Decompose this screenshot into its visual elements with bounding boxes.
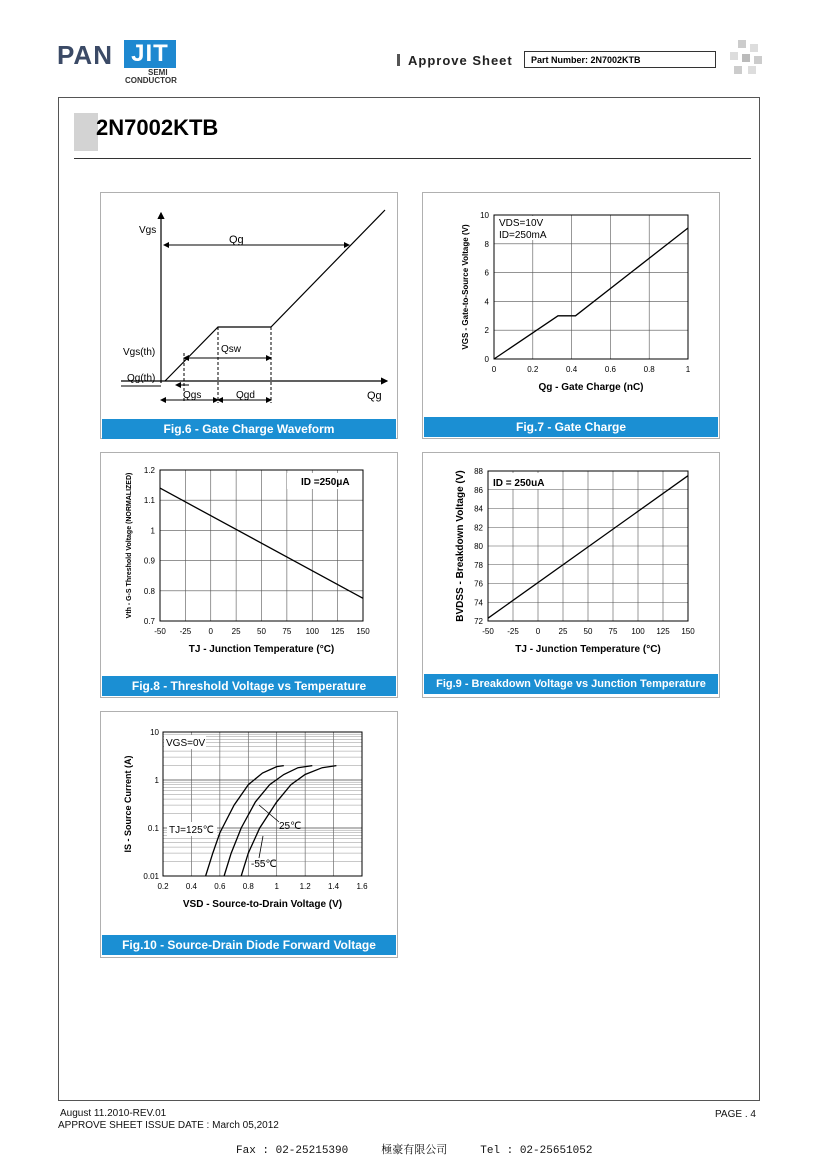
series-line-0 <box>494 228 688 359</box>
x-axis-label: TJ - Junction Temperature (°C) <box>515 644 661 655</box>
fig8-note-id: ID =250μA <box>301 477 350 488</box>
x-tick-label: -50 <box>154 627 166 636</box>
x-tick-label: 0.2 <box>157 882 169 891</box>
title-accent <box>74 113 84 151</box>
y-tick-label: 6 <box>484 268 489 278</box>
x-tick-label: 50 <box>257 627 266 636</box>
footer-contact: Fax : 02-25215390 極豪有限公司 Tel : 02-25651052 <box>236 1145 593 1157</box>
fig10-note-25: 25℃ <box>279 821 302 832</box>
fig7-note-vds: VDS=10V <box>499 218 544 229</box>
fig7-panel <box>422 192 720 439</box>
fig6-label-qgs: Qgs <box>183 390 202 401</box>
x-tick-label: 0.8 <box>643 365 655 374</box>
x-tick-label: -25 <box>507 627 519 636</box>
x-tick-label: 0.4 <box>566 365 578 374</box>
y-tick-label: 88 <box>474 467 483 476</box>
fig9-chart <box>423 453 719 677</box>
x-tick-label: 100 <box>631 627 645 636</box>
y-tick-label: 74 <box>474 598 483 608</box>
fig7-caption: Fig.7 - Gate Charge <box>424 417 718 437</box>
y-tick-label: 1.2 <box>143 466 155 475</box>
fig6-label-qg-top: Qg <box>229 234 244 246</box>
x-tick-label: 1 <box>274 882 279 891</box>
x-tick-label: 1 <box>685 365 691 374</box>
x-tick-label: 0.6 <box>214 882 226 891</box>
x-axis-label: VSD - Source-to-Drain Voltage (V) <box>182 899 343 910</box>
fig8-caption: Fig.8 - Threshold Voltage vs Temperature <box>102 676 396 696</box>
y-axis-label: IS - Source Current (A) <box>123 755 133 853</box>
x-tick-label: 1.4 <box>328 882 340 891</box>
fig6-label-qgd: Qgd <box>236 390 255 401</box>
y-tick-label: 10 <box>480 211 489 220</box>
logo-pan: PAN <box>57 40 113 70</box>
approve-bar <box>397 54 400 66</box>
x-tick-label: 100 <box>305 627 319 636</box>
x-tick-label: 0 <box>208 627 213 636</box>
x-tick-label: 0 <box>535 627 541 636</box>
fig6-label-qsw: Qsw <box>221 344 241 355</box>
logo-jit: JIT <box>124 40 176 68</box>
y-tick-label: 4 <box>484 297 489 307</box>
fig6-label-vgs: Vgs <box>139 225 157 236</box>
y-tick-label: 1 <box>150 526 155 536</box>
y-tick-label: 0 <box>484 355 489 364</box>
fig9-note-id: ID = 250uA <box>493 478 545 489</box>
x-tick-label: 0.8 <box>242 882 254 891</box>
y-tick-label: 8 <box>484 239 489 249</box>
y-tick-label: 84 <box>474 504 483 514</box>
x-tick-label: 50 <box>583 627 593 636</box>
x-axis-label: Qg - Gate Charge (nC) <box>538 382 644 393</box>
y-tick-label: 2 <box>484 326 489 336</box>
fig6-label-qg-axis: Qg <box>367 390 382 402</box>
fig6-label-vgs-th: Vgs(th) <box>123 347 156 358</box>
x-tick-label: 25 <box>558 627 568 636</box>
y-tick-label: 0.01 <box>143 872 159 881</box>
fig8-chart <box>101 453 397 677</box>
title-divider <box>74 158 751 159</box>
x-tick-label: 1.2 <box>299 882 311 891</box>
x-tick-label: -50 <box>482 627 494 636</box>
x-tick-label: 75 <box>282 627 292 636</box>
x-tick-label: 125 <box>330 627 345 636</box>
y-tick-label: 78 <box>474 560 483 570</box>
fig6-waveform <box>165 210 385 381</box>
y-tick-label: 10 <box>150 728 159 737</box>
logo-conductor: CONDUCTOR <box>125 76 177 85</box>
fig10-caption: Fig.10 - Source-Drain Diode Forward Voltage <box>102 935 396 955</box>
footer-page: PAGE . 4 <box>715 1109 756 1120</box>
fig8-panel <box>100 452 398 698</box>
y-tick-label: 72 <box>474 617 483 626</box>
fig7-note-id: ID=250mA <box>499 230 547 241</box>
y-tick-label: 80 <box>474 542 483 551</box>
x-tick-label: 125 <box>656 627 670 636</box>
fig10-note-vgs: VGS=0V <box>166 738 206 749</box>
x-tick-label: 1.6 <box>356 882 368 891</box>
fig6-panel <box>100 192 398 439</box>
x-tick-label: 0.2 <box>527 365 539 374</box>
y-tick-label: 82 <box>474 523 483 533</box>
fig7-chart <box>423 193 719 418</box>
fig10-panel <box>100 711 398 958</box>
fig10-chart <box>101 712 397 936</box>
approve-sheet-label: Approve Sheet <box>408 53 513 68</box>
x-tick-label: -25 <box>179 627 192 636</box>
y-tick-label: 0.7 <box>143 617 155 626</box>
fig6-caption: Fig.6 - Gate Charge Waveform <box>102 419 396 439</box>
y-tick-label: 1 <box>154 776 159 785</box>
y-tick-label: 0.8 <box>143 586 155 596</box>
y-axis-label: Vth - G-S Threshold Voltage (NORMALIZED) <box>126 472 133 619</box>
y-axis-label: BVDSS - Breakdown Voltage (V) <box>455 470 466 622</box>
fig9-panel <box>422 452 720 698</box>
decoration-squares-icon <box>726 40 762 76</box>
fig6-diagram <box>101 193 397 418</box>
plot-border <box>163 732 362 876</box>
x-tick-label: 75 <box>608 627 618 636</box>
y-tick-label: 0.9 <box>143 556 155 566</box>
logo-semi: SEMI <box>148 68 168 77</box>
x-tick-label: 0.6 <box>604 365 616 374</box>
x-tick-label: 150 <box>356 627 370 636</box>
y-axis-label: VGS - Gate-to-Source Voltage (V) <box>461 224 470 350</box>
y-tick-label: 0.1 <box>147 824 159 833</box>
x-axis-label: TJ - Junction Temperature (°C) <box>188 644 335 655</box>
y-tick-label: 86 <box>474 485 483 495</box>
y-tick-label: 1.1 <box>143 496 155 506</box>
y-tick-label: 76 <box>474 579 483 589</box>
footer-issue-date: APPROVE SHEET ISSUE DATE : March 05,2012 <box>58 1120 279 1131</box>
x-tick-label: 0.4 <box>185 882 197 891</box>
fig9-caption: Fig.9 - Breakdown Voltage vs Junction Temperature <box>424 674 718 694</box>
footer-revision: August 11.2010-REV.01 <box>60 1108 167 1119</box>
page-title: 2N7002KTB <box>96 115 219 140</box>
x-tick-label: 0 <box>491 365 497 374</box>
x-tick-label: 150 <box>681 627 695 636</box>
x-tick-label: 25 <box>231 627 241 636</box>
part-number-box: Part Number: 2N7002KTB <box>524 51 716 68</box>
fig10-note-m55: -55℃ <box>251 859 277 870</box>
fig6-label-qg-th: Qg(th) <box>127 373 156 384</box>
fig10-note-tj: TJ=125℃ <box>169 825 214 836</box>
